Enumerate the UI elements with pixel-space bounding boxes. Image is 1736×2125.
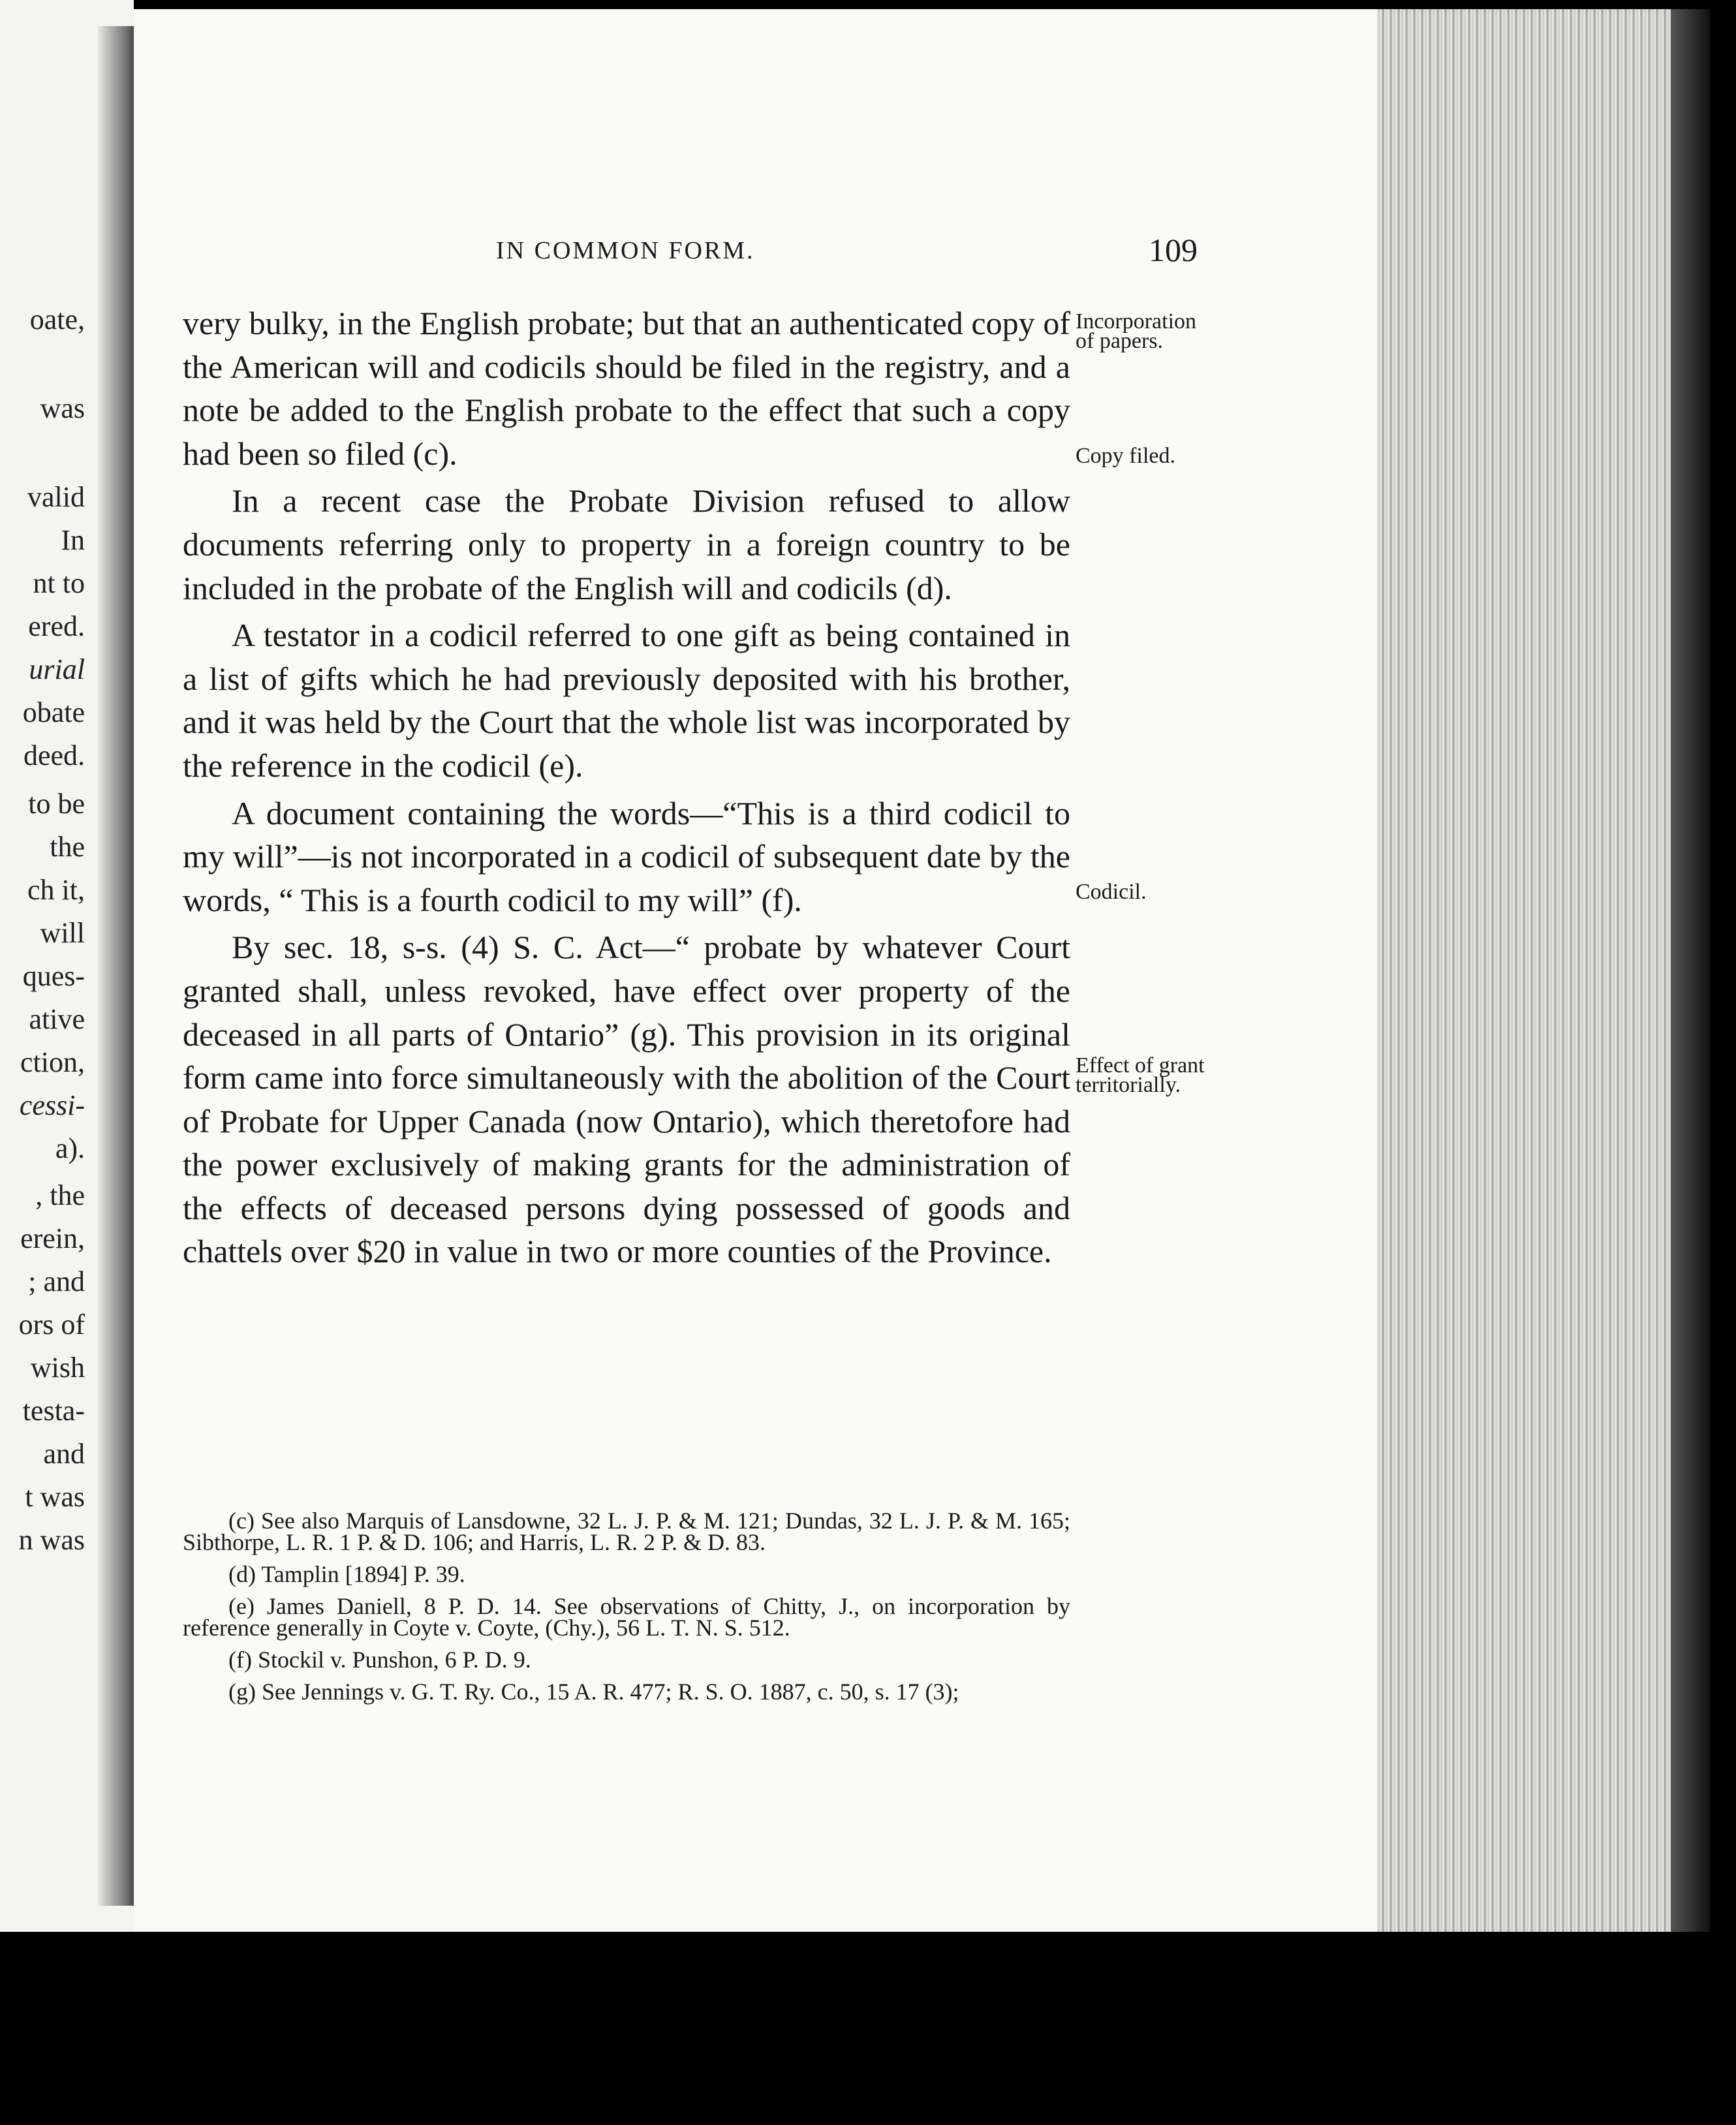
paragraph: very bulky, in the English probate; but that an authenticated copy of the American will and codicils should be filed in the registry, and a note be added to the English probate to the effect that such a copy had been so filed (c). — [183, 305, 1070, 472]
scan-bottom-band — [0, 1932, 1736, 2125]
side-note: Effect of grant territorially. — [1076, 1053, 1205, 1097]
left-fragment: erein, — [20, 1222, 85, 1254]
left-fragment: ques- — [22, 960, 85, 992]
paragraph: In a recent case the Probate Division refused to allow documents referring only to property in a foreign country to be included in the probate of the English will and codicils (d). — [183, 482, 1070, 606]
left-fragment: nt to — [33, 567, 85, 599]
paragraph: By sec. 18, s-s. (4) S. C. Act—“ probate by whatever Court granted shall, unless revoked, have effect over property of the deceased in all parts of Ontario” (g). This provision in its original form came into force simultaneously with the abolition of the Court of Probate for Upper Canada (now Ontario), which theretofore had the power exclusively of making grants for the administration of the effects of deceased persons dying possessed of goods and chattels over $20 in value in two or more counties of the Province. — [183, 929, 1070, 1270]
left-fragment: n was — [18, 1524, 85, 1556]
left-fragment: oate, — [29, 303, 85, 335]
left-fragment: ction, — [20, 1046, 85, 1078]
side-note: Copy filed. — [1076, 444, 1175, 468]
left-fragment: obate — [22, 696, 85, 728]
left-fragment: valid — [27, 481, 85, 513]
left-fragment: deed. — [23, 739, 85, 771]
left-fragment: testa- — [22, 1395, 85, 1427]
footnote: (c) See also Marquis of Lansdowne, 32 L. J. P. & M. 121; Dundas, 32 L. J. P. & M. 165; Sibthorpe, L. R. 1 P. & D. 106; and Harris, L. R. 2 P. & D. 83. — [183, 1508, 1070, 1555]
left-fragment: ered. — [28, 610, 85, 642]
book-edge-shadow — [1671, 9, 1710, 1941]
footnotes — [183, 1510, 1070, 1703]
left-fragment: wish — [30, 1352, 85, 1384]
left-fragment: ative — [29, 1003, 85, 1035]
footnote: (d) Tamplin [1894] P. 39. — [228, 1561, 465, 1587]
footnote: (g) See Jennings v. G. T. Ry. Co., 15 A. R. 477; R. S. O. 1887, c. 50, s. 17 (3); — [228, 1679, 959, 1705]
left-fragment: ors of — [18, 1309, 85, 1341]
running-title: IN COMMON FORM. — [496, 237, 755, 264]
paragraph: A testator in a codicil referred to one gift as being contained in a list of gifts which he had previously deposited with his brother, and it was held by the Court that the whole list was incorporated by the reference in the codicil (e). — [183, 617, 1070, 784]
side-note: Codicil. — [1076, 880, 1147, 904]
left-fragment: cessi- — [19, 1089, 85, 1121]
side-note: Incorporation of papers. — [1076, 309, 1197, 353]
left-fragment: In — [61, 524, 85, 556]
body-text — [183, 302, 1070, 1273]
page-block-edge — [1377, 9, 1703, 1941]
left-fragment: ch it, — [27, 874, 85, 906]
left-fragment: a). — [55, 1132, 85, 1164]
left-fragment: the — [50, 831, 85, 863]
left-fragment: was — [40, 392, 85, 424]
left-fragment: and — [43, 1438, 85, 1470]
page-number: 109 — [1149, 232, 1198, 268]
left-fragment: to be — [28, 788, 85, 820]
left-fragment: , the — [35, 1179, 85, 1211]
left-fragment: t was — [25, 1481, 85, 1513]
footnote: (e) James Daniell, 8 P. D. 14. See observations of Chitty, J., on incorporation by reference generally in Coyte v. Coyte, (Chy.), 56 L. T. N. S. 512. — [183, 1593, 1070, 1641]
left-fragment: ; and — [28, 1265, 85, 1297]
footnote: (f) Stockil v. Punshon, 6 P. D. 9. — [228, 1647, 531, 1673]
left-fragment: will — [40, 917, 85, 949]
paragraph: A document containing the words—“This is a third codicil to my will”—is not incorporated in a codicil of subsequent date by the words, “ This is a fourth codicil to my will” (f). — [183, 794, 1070, 918]
left-fragment: urial — [29, 653, 85, 685]
